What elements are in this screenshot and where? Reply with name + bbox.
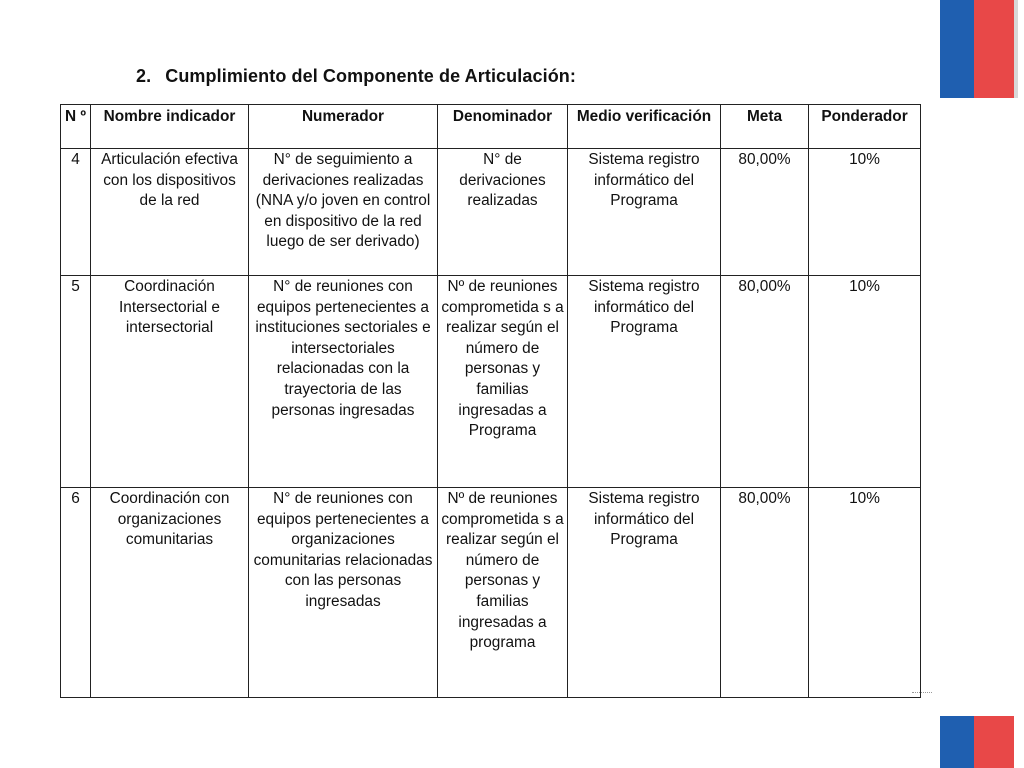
flag-decoration-top [940,0,1014,98]
indicator-table [60,104,921,698]
flag-shadow-top [1014,0,1018,98]
cell-ponderador: 10% [809,276,921,488]
cell-nombre: Coordinación Intersectorial e intersectorial [91,276,249,488]
cell-meta: 80,00% [721,488,809,698]
cell-nombre: Coordinación con organizaciones comunitarias [91,488,249,698]
cell-no: 6 [61,488,91,698]
cell-nombre: Articulación efectiva con los dispositivos de la red [91,149,249,276]
table-row [61,276,921,488]
col-header-numerador: Numerador [249,105,438,149]
cell-numerador: N° de reuniones con equipos pertenecientes a instituciones sectoriales e intersectoriales relacionadas con la trayectoria de las personas ingresadas [249,276,438,488]
col-header-denominador: Denominador [438,105,568,149]
cell-denominador: Nº de reuniones comprometida s a realizar según el número de personas y familias ingresadas a Programa [438,276,568,488]
section-title-text: Cumplimiento del Componente de Articulación: [165,66,576,86]
col-header-medio: Medio verificación [568,105,721,149]
page-corner-mark [912,692,932,697]
cell-numerador: N° de reuniones con equipos pertenecientes a organizaciones comunitarias relacionadas con las personas ingresadas [249,488,438,698]
col-header-meta: Meta [721,105,809,149]
table-row [61,488,921,698]
col-header-no: N º [61,105,91,149]
section-title [136,66,576,87]
cell-meta: 80,00% [721,276,809,488]
cell-no: 4 [61,149,91,276]
table-header-row [61,105,921,149]
section-number: 2. [136,66,152,86]
cell-ponderador: 10% [809,488,921,698]
cell-medio: Sistema registro informático del Programa [568,149,721,276]
table-row [61,149,921,276]
col-header-ponderador: Ponderador [809,105,921,149]
cell-medio: Sistema registro informático del Programa [568,276,721,488]
flag-decoration-bottom [940,716,1014,768]
cell-denominador: N° de derivaciones realizadas [438,149,568,276]
cell-meta: 80,00% [721,149,809,276]
col-header-nombre: Nombre indicador [91,105,249,149]
cell-no: 5 [61,276,91,488]
cell-denominador: Nº de reuniones comprometida s a realizar según el número de personas y familias ingresadas a programa [438,488,568,698]
cell-numerador: N° de seguimiento a derivaciones realizadas (NNA y/o joven en control en dispositivo de la red luego de ser derivado) [249,149,438,276]
cell-medio: Sistema registro informático del Programa [568,488,721,698]
cell-ponderador: 10% [809,149,921,276]
